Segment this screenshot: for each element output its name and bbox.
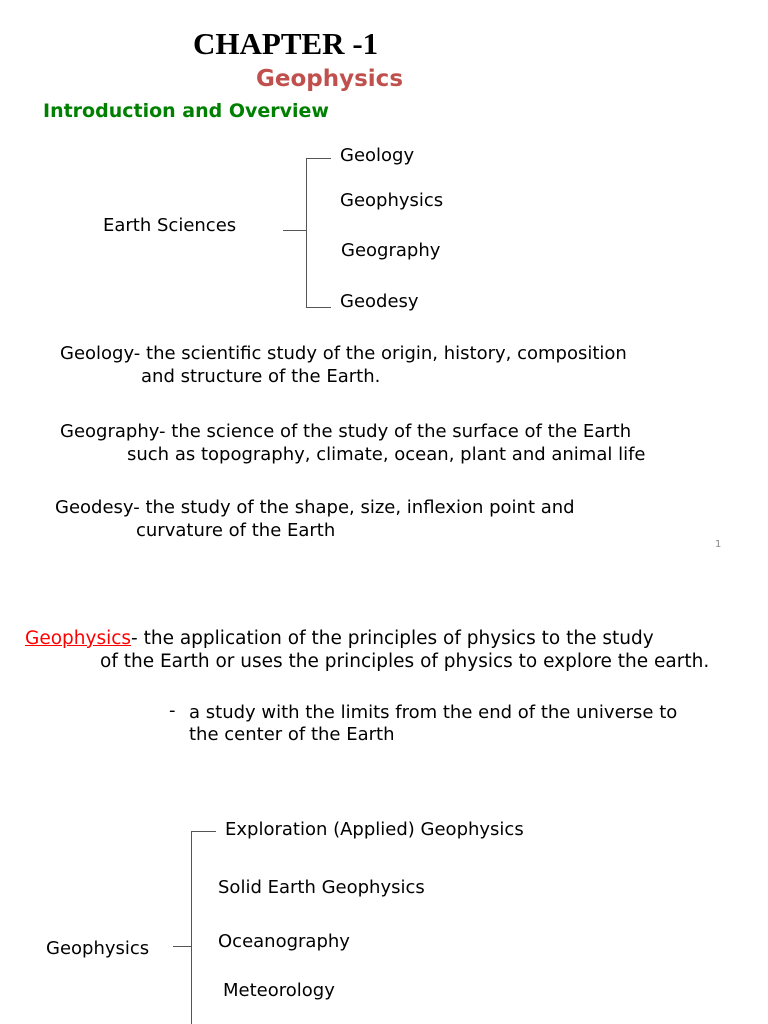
tree-branch-geophysics: Geophysics xyxy=(340,190,444,211)
tree-branch-geology: Geology xyxy=(340,145,415,166)
tree-branch-solid-earth: Solid Earth Geophysics xyxy=(218,877,425,898)
bullet-marker: - xyxy=(169,700,176,721)
section-heading: Introduction and Overview xyxy=(43,100,329,122)
definition-geography-line2: such as topography, climate, ocean, plant and animal life xyxy=(127,444,646,465)
tree-branch-geography: Geography xyxy=(341,240,441,261)
definition-geology-line1: Geology- the scientific study of the origin, history, composition xyxy=(60,343,627,364)
definition-geodesy-line1: Geodesy- the study of the shape, size, inflexion point and xyxy=(55,497,575,518)
geophysics-term: Geophysics xyxy=(25,628,132,649)
tree-branch-exploration: Exploration (Applied) Geophysics xyxy=(225,819,524,840)
chapter-subtitle: Geophysics xyxy=(256,66,404,92)
definition-geography-line1: Geography- the science of the study of the surface of the Earth xyxy=(60,421,632,442)
tree-root-line xyxy=(173,946,191,947)
tree-branch-line xyxy=(191,831,216,832)
page-number: 1 xyxy=(715,539,722,550)
tree-branch-line xyxy=(306,158,331,159)
tree-root-label: Geophysics xyxy=(46,938,150,959)
tree-root-label: Earth Sciences xyxy=(103,215,237,236)
tree-vertical-line xyxy=(191,831,192,1024)
bullet-line1: a study with the limits from the end of the universe to xyxy=(189,702,678,723)
tree-branch-oceanography: Oceanography xyxy=(218,931,350,952)
tree-branch-geodesy: Geodesy xyxy=(340,291,419,312)
chapter-title: CHAPTER -1 xyxy=(193,26,379,61)
definition-geophysics-line1 xyxy=(25,628,654,649)
definition-geology-line2: and structure of the Earth. xyxy=(141,366,381,387)
tree-branch-meteorology: Meteorology xyxy=(223,980,335,1001)
definition-geophysics-rest: - the application of the principles of physics to the study xyxy=(131,628,654,649)
definition-geophysics-line2: of the Earth or uses the principles of physics to explore the earth. xyxy=(100,651,710,672)
definition-geodesy-line2: curvature of the Earth xyxy=(136,520,336,541)
tree-root-line xyxy=(283,230,306,231)
bullet-line2: the center of the Earth xyxy=(189,724,395,745)
tree-vertical-line xyxy=(306,158,307,308)
tree-branch-line xyxy=(306,307,331,308)
